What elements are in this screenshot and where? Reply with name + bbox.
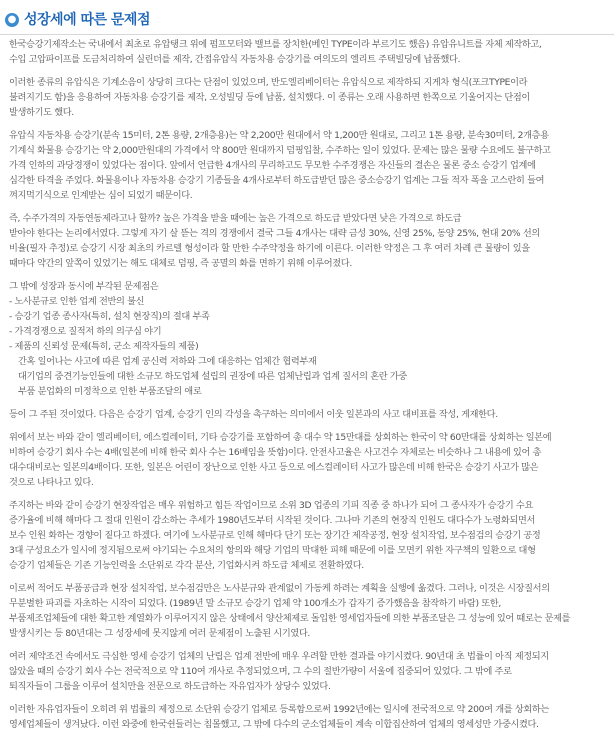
text-line: 수입 고압파이프를 도금처리하여 실린더를 제작, 간접유압식 자동차용 승강기를 여의도의 엘리트 주택빌딩에 납품했다. [9, 54, 461, 65]
text-line: 등이 그 주된 것이었다. 다음은 승강기 업계, 승강기 인의 각성을 촉구하는 의미에서 이웃 일본과의 사고 대비표를 작성, 게재한다. [9, 409, 498, 420]
issue-item: - 제품의 신뢰성 문제(특히, 군소 제작자들의 제품) [9, 341, 199, 352]
text-line: 부품제조업체들에 대한 확고한 계열화가 이루어지지 않은 상태에서 양산체제로 돌입한 영세업자들에 의한 부품조달은 그 성능에 있어 때로는 문제를 [9, 613, 571, 624]
text-line: 받아야 한다는 논리에서였다. 그렇게 자기 살 뜯는 격의 경쟁에서 결국 그들 4개사는 대략 금성 30%, 신영 25%, 동양 25%, 현대 20% 선의 [9, 228, 540, 239]
text-line: 주지하는 바와 같이 승강기 현장작업은 매우 위험하고 힘든 작업이므로 소위 3D 업종의 기피 직종 중 하나가 되어 그 종사자가 승강기 수요 [9, 500, 533, 511]
text-line: 것으로 나타나고 있다. [9, 477, 94, 488]
text-line: 않았을 때의 승강기 회사 수는 전국적으로 약 110여 개사로 추정되었으며, 그 수의 절반가량이 서울에 집중되어 있었다. 그 밖에 주로 [9, 666, 512, 677]
paragraph [9, 702, 609, 732]
text-line: 이러한 자유업자들이 오히려 위 법률의 제정으로 소단위 승강기 업체로 등록함으로써 1992년에는 일시에 전국적으로 약 200여 개를 상회하는 [9, 704, 549, 715]
text-line: 이러한 종류의 유압식은 기계소음이 상당히 크다는 단점이 있었으며, 반도엘리베이터는 유압식으로 제작하되 지게차 형식(포크TYPE이라 [9, 77, 528, 88]
text-line: 심각한 타격을 주었다. 화물용이나 자동차용 승강기 기종들을 4개사로부터 하도급받던 많은 중소승강기 업계는 그들 적자 폭을 고스란히 들여 [9, 175, 545, 186]
text-line: 승강기 업체들은 기존 기능인력을 소단위로 각각 분산, 기업화시켜 하도급 체제로 전환하였다. [9, 560, 364, 571]
paragraph [9, 649, 609, 694]
page-title: 성장세에 따른 문제점 [24, 12, 150, 28]
sub-issue-item: 대기업의 중견기능인들에 대한 소규모 하도업체 설립의 권장에 따른 업체난립과 업계 질서의 혼란 가중 [18, 371, 407, 382]
paragraph [9, 37, 609, 67]
issue-item: - 가격경쟁으로 질적저 하의 의구심 야기 [9, 326, 162, 337]
text-line: 때마다 약간의 앞쪽이 있었기는 해도 대체로 덤핑, 즉 공멸의 화를 면하기 위해 이루어졌다. [9, 258, 352, 269]
paragraph [9, 211, 609, 271]
paragraph [9, 407, 609, 422]
paragraph [9, 430, 609, 490]
sub-issue-item: 부품 분업화의 미정착으로 인한 부품조달의 애로 [18, 386, 202, 397]
section-header [0, 10, 614, 34]
issues-intro: 그 밖에 성장과 동시에 부각된 문제점은 [9, 281, 159, 292]
text-line: 기계식 화물용 승강기는 약 2,000만원대의 가격에서 약 800만 원대까지 덤핑입찰, 수주하는 일이 있었다. 문제는 많은 물량 수요에도 불구하고 [9, 145, 551, 156]
text-line: 무분별한 파괴를 자초하는 시작이 되었다. (1989년 말 소규모 승강기 업체 약 100개소가 갑자기 증가했음을 참작하기 바람) 또한, [9, 598, 501, 609]
text-line: 여러 제약조건 속에서도 극심한 영세 승강기 업체의 난립은 업계 전반에 매우 우려할 만한 결과를 야기시켰다. 90년대 초 법률이 아직 제정되지 [9, 651, 549, 662]
text-line: 비율(필자 추정)로 승강기 시장 최초의 카르텔 형성이라 할 만한 수주약정을 하기에 이른다. 이러한 약정은 그 후 여러 차례 큰 물량이 있을 [9, 243, 530, 254]
text-line: 퇴직자들이 그룹을 이루어 설치만을 전문으로 하도급하는 자유업자가 상당수 있었다. [9, 681, 331, 692]
text-line: 이로써 적어도 부품공급과 현장 설치작업, 보수점검만은 노사분규와 관계없이 가동케 하려는 계획을 실행에 옮겼다. 그러나, 이것은 시장질서의 [9, 583, 550, 594]
article-body [9, 37, 609, 740]
paragraph [9, 581, 609, 641]
text-line: 발생하기도 했다. [9, 107, 74, 118]
text-line: 보수 인원 화하는 경향이 짙다고 하겠다. 여기에 노사분규로 인해 해마다 단기 또는 장기간 제작공정, 현장 설치작업, 보수점검의 승강기 공정 [9, 530, 541, 541]
text-line: 불려지기도 함)을 응용하여 자동차용 승강기를 제작, 오성빌딩 등에 납품, 설치했다. 이 종류는 오래 사용하면 한쪽으로 기울어지는 단점이 [9, 92, 530, 103]
title-divider [0, 34, 614, 35]
issue-item: - 노사분규로 인한 업계 전반의 불신 [9, 296, 145, 307]
text-line: 즉, 수주가격의 자동연동제라고나 할까? 높은 가격을 받을 때에는 높은 가격으로 하도급 받았다면 낮은 가격으로 하도급 [9, 213, 462, 224]
paragraph [9, 498, 609, 573]
paragraph [9, 128, 609, 203]
paragraph [9, 75, 609, 120]
text-line: 영세업체들이 생겨났다. 이런 와중에 한국쉰들러는 침몰했고, 그 밖에 다수의 군소업체들이 계속 이합집산하여 업체의 영세성만 가중시켰다. [9, 719, 539, 730]
text-line: 비하여 승강기 회사 수는 4배(일본에 비해 한국 회사 수는 16배임을 뜻함)이다. 안전사고율은 사고건수 자체로는 비슷하나 그 내용에 있어 총 [9, 447, 542, 458]
issues-list [9, 279, 609, 399]
text-line: 유압식 자동차용 승강기(분속 15미터, 2톤 용량, 2개층용)는 약 2,200만 원대에서 약 1,200만 원대로, 그리고 1톤 용량, 분속30미터, 2개층용 [9, 130, 549, 141]
title-bullet-icon: ● [5, 13, 19, 27]
text-line: 증가율에 비해 해마다 그 절대 인원이 감소하는 추세가 1980년도부터 시작된 것이다. 그나마 기존의 현장직 인원도 대다수가 노령화되면서 [9, 515, 536, 526]
text-line: 3대 구성요소가 일시에 정지됨으로써 야기되는 수요처의 항의와 해당 기업의 막대한 피해 때문에 이를 모면키 위한 자구책의 일환으로 대형 [9, 545, 536, 556]
text-line: 껴지먹기식으로 인계받는 심이 되었기 때문이다. [9, 190, 193, 201]
text-line: 한국승강기제작소는 국내에서 최초로 유압탱크 위에 펌프모터와 밸브를 장치한(베인 TYPE이라 부르기도 했음) 유압유니트를 자체 제작하고, [9, 39, 542, 50]
text-line: 위에서 보는 바와 같이 엘리베이터, 에스컬레이터, 기타 승강기를 포함하여 총 대수 약 15만대를 상회하는 한국이 약 60만대를 상회하는 일본에 [9, 432, 552, 443]
text-line: 대수대비로는 일본의4배이다. 또한, 일본은 어린이 장난으로 인한 사고 등으로 에스컬레이터 사고가 많은데 비해 한국은 승강기 사고가 많은 [9, 462, 539, 473]
text-line: 가격 인하의 과당경쟁이 있었다는 점이다. 앞에서 언급한 4개사의 무리하고도 무모한 수주경쟁은 자신들의 결손은 물론 중소 승강기 업계에 [9, 160, 536, 171]
sub-issue-item: 간혹 일어나는 사고에 따른 업계 공신력 저하와 그에 대응하는 업체간 협력부재 [18, 356, 317, 367]
issue-item: - 승강기 업종 종사자(특히, 설치 현장직)의 절대 부족 [9, 311, 210, 322]
text-line: 발생시키는 등 80년대는 그 성장세에 못지않게 여러 문제점이 노출된 시기였다. [9, 628, 310, 639]
